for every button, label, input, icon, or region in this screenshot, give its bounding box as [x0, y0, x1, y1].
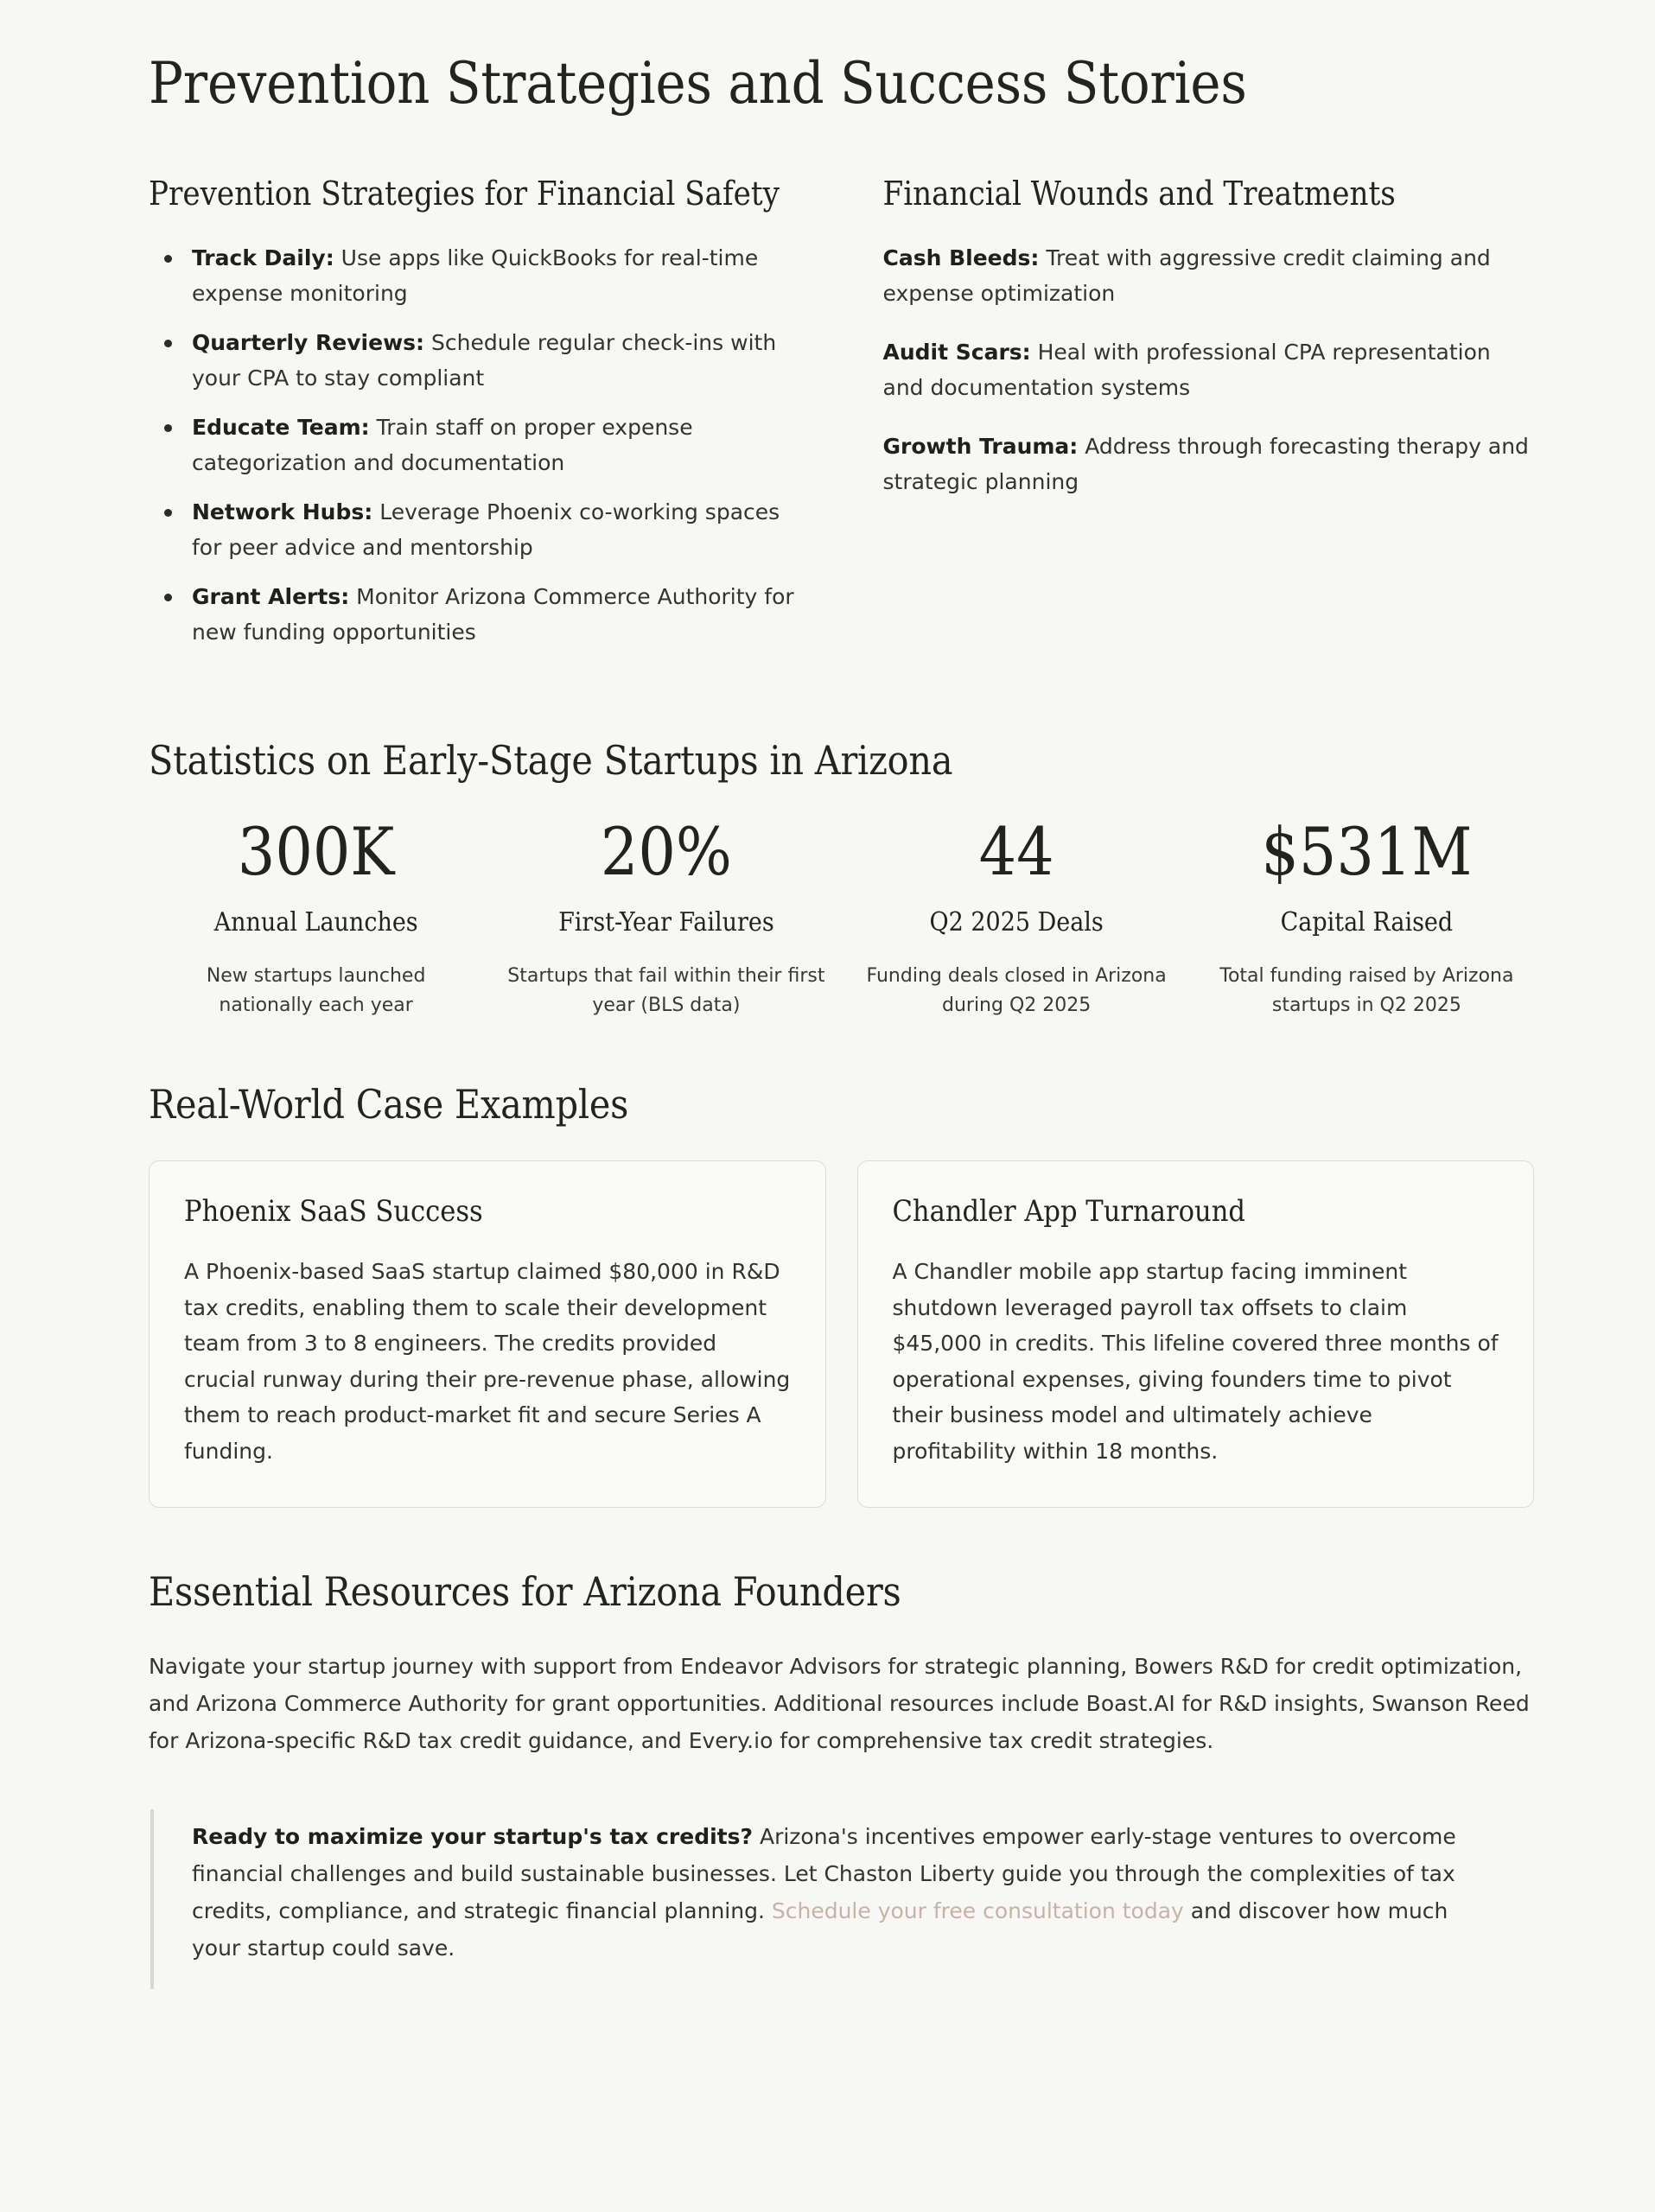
stat-label: First-Year Failures: [558, 907, 774, 938]
list-item-text: Train staff on proper expense categorization and documentation: [192, 415, 693, 475]
wounds-column: [883, 173, 1535, 664]
list-item: [149, 580, 800, 650]
cta-lead: Ready to maximize your startup's tax credits?: [192, 1824, 754, 1850]
stat-description: New startups launched nationally each year: [206, 964, 426, 1016]
case-card: [149, 1160, 826, 1508]
stat-card: [1200, 812, 1534, 1020]
prevention-list: [149, 241, 800, 650]
wounds-heading: Financial Wounds and Treatments: [882, 174, 1396, 213]
list-item-text: Monitor Arizona Commerce Authority for new funding opportunities: [192, 584, 794, 645]
resources-heading: Essential Resources for Arizona Founders: [149, 1568, 901, 1616]
statistics-grid: [149, 812, 1534, 1020]
stat-value: 300K: [237, 812, 395, 890]
list-item: [149, 410, 800, 480]
list-item-term: Quarterly Reviews:: [192, 330, 425, 356]
statistics-heading: Statistics on Early-Stage Startups in Arizona: [149, 737, 953, 785]
stat-card: [149, 812, 483, 1020]
case-cards: [149, 1160, 1534, 1508]
stat-description: Funding deals closed in Arizona during Q2 2025: [866, 964, 1167, 1016]
cta-body-after: and discover how much your startup could save.: [192, 1898, 1448, 1961]
list-item-text: Use apps like QuickBooks for real-time expense monitoring: [192, 245, 759, 306]
stat-label: Capital Raised: [1280, 907, 1454, 938]
stat-description: Total funding raised by Arizona startups in Q2 2025: [1219, 964, 1514, 1016]
list-item-term: Educate Team:: [192, 415, 370, 441]
case-card-body: A Phoenix-based SaaS startup claimed $80,000 in R&D tax credits, enabling them to scale their development team from 3 to 8 engineers. The credits provided crucial runway during their pre-revenue phase, allowing them to reach product-market fit and secure Series A funding.: [184, 1259, 791, 1464]
case-card-body: A Chandler mobile app startup facing imminent shutdown leveraged payroll tax offsets to claim $45,000 in credits. This lifeline covered three months of operational expenses, giving founders time to pivot their business model and ultimately achieve profitability within 18 months.: [892, 1259, 1499, 1464]
case-card-title: Chandler App Turnaround: [892, 1194, 1245, 1230]
cta-callout: [150, 1809, 1534, 1989]
cta-body-before: Arizona's incentives empower early-stage ventures to overcome financial challenges and build sustainable businesses. Let Chaston Liberty guide you through the complexities of tax credits, compliance, and strategic financial planning.: [192, 1824, 1456, 1924]
stat-value: 44: [978, 812, 1054, 890]
wound-item: [883, 429, 1535, 499]
case-card-title: Phoenix SaaS Success: [184, 1194, 483, 1230]
wound-text: Heal with professional CPA representation and documentation systems: [882, 340, 1491, 400]
prevention-heading: Prevention Strategies for Financial Safety: [149, 174, 780, 213]
cases-heading: Real-World Case Examples: [149, 1081, 629, 1128]
case-card: [857, 1160, 1535, 1508]
stat-card: [499, 812, 833, 1020]
list-item-term: Network Hubs:: [192, 499, 373, 525]
wound-term: Cash Bleeds:: [882, 245, 1040, 271]
page-title: Prevention Strategies and Success Stories: [149, 50, 1247, 117]
list-item-text: Schedule regular check-ins with your CPA to stay compliant: [192, 330, 777, 391]
list-item-term: Track Daily:: [192, 245, 334, 271]
stat-card: [850, 812, 1184, 1020]
list-item-term: Grant Alerts:: [192, 584, 350, 610]
list-item: [149, 241, 800, 311]
wound-item: [883, 335, 1535, 405]
stat-description: Startups that fail within their first year (BLS data): [507, 964, 825, 1016]
wound-text: Address through forecasting therapy and strategic planning: [882, 434, 1529, 494]
wound-item: [883, 241, 1535, 311]
prevention-column: [149, 173, 800, 664]
cta-paragraph: [192, 1818, 1499, 1967]
stat-value: $531M: [1261, 812, 1473, 890]
schedule-consultation-link[interactable]: Schedule your free consultation today: [771, 1898, 1184, 1924]
resources-paragraph: Navigate your startup journey with support from Endeavor Advisors for strategic planning, Bowers R&D for credit optimization, and Arizona Commerce Authority for grant opportunities. Additional resources include Boast.AI for R&D insights, Swanson Reed for Arizona-specific R&D tax credit guidance, and Every.io for comprehensive tax credit strategies.: [149, 1654, 1530, 1754]
wound-term: Audit Scars:: [882, 340, 1031, 365]
stat-label: Q2 2025 Deals: [929, 907, 1104, 938]
intro-columns: [149, 173, 1534, 664]
wound-text: Treat with aggressive credit claiming and expense optimization: [882, 245, 1491, 306]
list-item: [149, 495, 800, 565]
list-item: [149, 326, 800, 396]
list-item-text: Leverage Phoenix co-working spaces for peer advice and mentorship: [192, 499, 780, 560]
wound-term: Growth Trauma:: [882, 434, 1079, 460]
stat-label: Annual Launches: [213, 907, 418, 938]
stat-value: 20%: [600, 812, 732, 890]
